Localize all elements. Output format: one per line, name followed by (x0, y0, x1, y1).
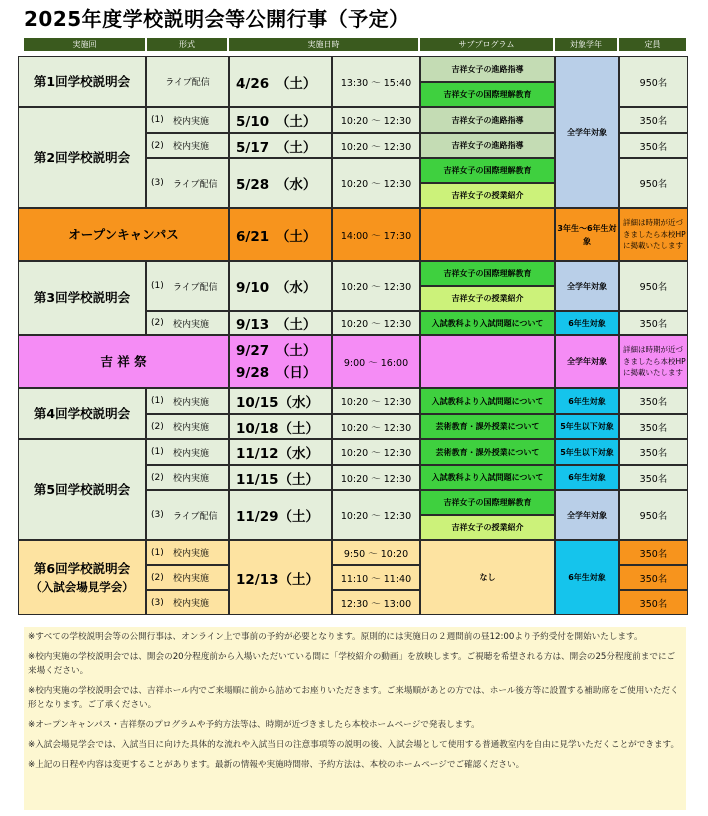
session-6-date: 12/13（土） (229, 540, 332, 615)
header-grade: 対象学年 (555, 38, 617, 51)
session-4-name: 第4回学校説明会 (18, 388, 146, 439)
open-campus-grade: 3年生～6年生対象 (555, 208, 619, 261)
festival-sub (420, 335, 555, 388)
session-4-date-2: 10/18（土） (229, 414, 332, 439)
session-5-name: 第5回学校説明会 (18, 439, 146, 540)
session-3-sub-2: 吉祥女子の授業紹介 (420, 286, 555, 311)
session-1-sub-1: 吉祥女子の進路指導 (420, 56, 555, 82)
session-2-time-3: 10:20 ～ 12:30 (332, 158, 420, 208)
session-3-format-2: (2) 校内実施 (146, 311, 229, 335)
session-1-date: 4/26 （土） (229, 56, 332, 107)
session-2-sub-2: 吉祥女子の進路指導 (420, 133, 555, 158)
session-5-sub-2: 入試教科より入試問題について (420, 465, 555, 490)
festival-capacity: 詳細は時期が近づきましたら本校HPに掲載いたします (619, 335, 688, 388)
session-5-format-2: (2) 校内実施 (146, 465, 229, 490)
session-2-date-1: 5/10 （土） (229, 107, 332, 133)
session-3-grade-1: 全学年対象 (555, 261, 619, 311)
session-6-name (18, 540, 146, 615)
session-6-capacity-2: 350名 (619, 565, 688, 590)
session-4-format-1: (1) 校内実施 (146, 388, 229, 414)
header-subprogram: サブプログラム (420, 38, 553, 51)
open-campus-name: オープンキャンパス (18, 208, 229, 261)
header-session: 実施回 (24, 38, 145, 51)
open-campus-date: 6/21 （土） (229, 208, 332, 261)
session-5-capacity-3: 950名 (619, 490, 688, 540)
session-4-sub-2: 芸術教育・課外授業について (420, 414, 555, 439)
session-4-capacity-1: 350名 (619, 388, 688, 414)
session-5-capacity-2: 350名 (619, 465, 688, 490)
session-5-grade-2: 6年生対象 (555, 465, 619, 490)
festival-date-2: 9/28 （日） (236, 364, 317, 381)
festival-time: 9:00 ～ 16:00 (332, 335, 420, 388)
festival-date-1: 9/27 （土） (236, 342, 317, 359)
session-4-time-1: 10:20 ～ 12:30 (332, 388, 420, 414)
session-5-capacity-1: 350名 (619, 439, 688, 465)
session-5-sub-3: 吉祥女子の国際理解教育 (420, 490, 555, 515)
session-6-capacity-1: 350名 (619, 540, 688, 565)
festival-dates (229, 335, 332, 388)
open-campus-capacity: 詳細は時期が近づきましたら本校HPに掲載いたします (619, 208, 688, 261)
session-2-time-2: 10:20 ～ 12:30 (332, 133, 420, 158)
session-3-format-1: (1) ライブ配信 (146, 261, 229, 311)
session-5-date-3: 11/29（土） (229, 490, 332, 540)
session-3-sub-1: 吉祥女子の国際理解教育 (420, 261, 555, 286)
session-4-sub-1: 入試教科より入試問題について (420, 388, 555, 414)
session-5-format-1: (1) 校内実施 (146, 439, 229, 465)
session-2-capacity-2: 350名 (619, 133, 688, 158)
session-3-sub-3: 入試教科より入試問題について (420, 311, 555, 335)
session-1-format: ライブ配信 (146, 56, 229, 107)
sessions-1-2-grade: 全学年対象 (555, 56, 619, 208)
session-4-format-2: (2) 校内実施 (146, 414, 229, 439)
note-4: ※オープンキャンパス・吉祥祭のプログラムや予約方法等は、時期が近づきましたら本校ホームページで発表します。 (28, 720, 480, 730)
festival-grade: 全学年対象 (555, 335, 619, 388)
session-3-time-2: 10:20 ～ 12:30 (332, 311, 420, 335)
session-5-grade-1: 5年生以下対象 (555, 439, 619, 465)
header-datetime: 実施日時 (229, 38, 418, 51)
session-3-grade-2: 6年生対象 (555, 311, 619, 335)
session-4-time-2: 10:20 ～ 12:30 (332, 414, 420, 439)
session-3-capacity-1: 950名 (619, 261, 688, 311)
session-2-format-2: (2) 校内実施 (146, 133, 229, 158)
session-6-capacity-3: 350名 (619, 590, 688, 615)
session-6-format-2: (2) 校内実施 (146, 565, 229, 590)
session-2-date-2: 5/17 （土） (229, 133, 332, 158)
session-2-sub-1: 吉祥女子の進路指導 (420, 107, 555, 133)
session-2-capacity-1: 350名 (619, 107, 688, 133)
open-campus-time: 14:00 ～ 17:30 (332, 208, 420, 261)
session-3-date-2: 9/13 （土） (229, 311, 332, 335)
session-6-sub: なし (420, 540, 555, 615)
session-3-time-1: 10:20 ～ 12:30 (332, 261, 420, 311)
session-2-time-1: 10:20 ～ 12:30 (332, 107, 420, 133)
header-format: 形式 (147, 38, 227, 51)
session-1-capacity: 950名 (619, 56, 688, 107)
session-5-time-3: 10:20 ～ 12:30 (332, 490, 420, 540)
session-6-format-1: (1) 校内実施 (146, 540, 229, 565)
session-2-format-3: (3) ライブ配信 (146, 158, 229, 208)
session-6-subtitle: （入試会場見学会） (30, 579, 134, 594)
session-1-name: 第1回学校説明会 (18, 56, 146, 107)
session-5-time-2: 10:20 ～ 12:30 (332, 465, 420, 490)
note-1: ※すべての学校説明会等の公開行事は、オンライン上で事前の予約が必要となります。原則的には実施日の２週間前の昼12:00より予約受付を開始いたします。 (28, 632, 643, 642)
session-6-time-2: 11:10 ～ 11:40 (332, 565, 420, 590)
session-1-sub-2: 吉祥女子の国際理解教育 (420, 82, 555, 107)
session-2-sub-4: 吉祥女子の授業紹介 (420, 183, 555, 208)
session-4-capacity-2: 350名 (619, 414, 688, 439)
session-2-format-1: (1) 校内実施 (146, 107, 229, 133)
session-2-capacity-3: 950名 (619, 158, 688, 208)
session-3-name: 第3回学校説明会 (18, 261, 146, 335)
session-3-date-1: 9/10 （水） (229, 261, 332, 311)
header-capacity: 定員 (619, 38, 686, 51)
session-6-title: 第6回学校説明会 (33, 560, 131, 576)
session-2-sub-3: 吉祥女子の国際理解教育 (420, 158, 555, 183)
session-6-time-1: 9:50 ～ 10:20 (332, 540, 420, 565)
session-5-time-1: 10:20 ～ 12:30 (332, 439, 420, 465)
session-6-time-3: 12:30 ～ 13:00 (332, 590, 420, 615)
note-2: ※校内実施の学校説明会では、開会の20分程度前から入場いただいている間に「学校紹介の動画」を放映します。ご視聴を希望される方は、開会の25分程度前までにご来場ください。 (28, 652, 676, 676)
session-5-date-1: 11/12（水） (229, 439, 332, 465)
open-campus-sub (420, 208, 555, 261)
note-6: ※上記の日程や内容は変更することがあります。最新の情報や実施時間帯、予約方法は、本校のホームページでご確認ください。 (28, 760, 525, 770)
session-4-date-1: 10/15（水） (229, 388, 332, 414)
session-5-format-3: (3) ライブ配信 (146, 490, 229, 540)
session-1-time: 13:30 ～ 15:40 (332, 56, 420, 107)
note-3: ※校内実施の学校説明会では、吉祥ホール内でご来場順に前から詰めてお座りいただきます。ご来場順があとの方では、ホール後方等に設置する補助席をご使用いただく形となります。ご了承ください。 (28, 686, 679, 710)
page-title: 2025年度学校説明会等公開行事（予定） (24, 7, 410, 31)
session-5-grade-3: 全学年対象 (555, 490, 619, 540)
session-2-date-3: 5/28 （水） (229, 158, 332, 208)
session-5-sub-4: 吉祥女子の授業紹介 (420, 515, 555, 540)
session-6-format-3: (3) 校内実施 (146, 590, 229, 615)
session-5-sub-1: 芸術教育・課外授業について (420, 439, 555, 465)
note-5: ※入試会場見学会では、入試当日に向けた具体的な流れや入試当日の注意事項等の説明の後、入試会場として使用する普通教室内を自由に見学いただくことができます。 (28, 740, 680, 750)
session-2-name: 第2回学校説明会 (18, 107, 146, 208)
notes-box (24, 627, 686, 810)
session-4-grade-1: 6年生対象 (555, 388, 619, 414)
session-4-grade-2: 5年生以下対象 (555, 414, 619, 439)
session-5-date-2: 11/15（土） (229, 465, 332, 490)
session-3-capacity-2: 350名 (619, 311, 688, 335)
session-6-grade: 6年生対象 (555, 540, 619, 615)
festival-name: 吉 祥 祭 (18, 335, 229, 388)
